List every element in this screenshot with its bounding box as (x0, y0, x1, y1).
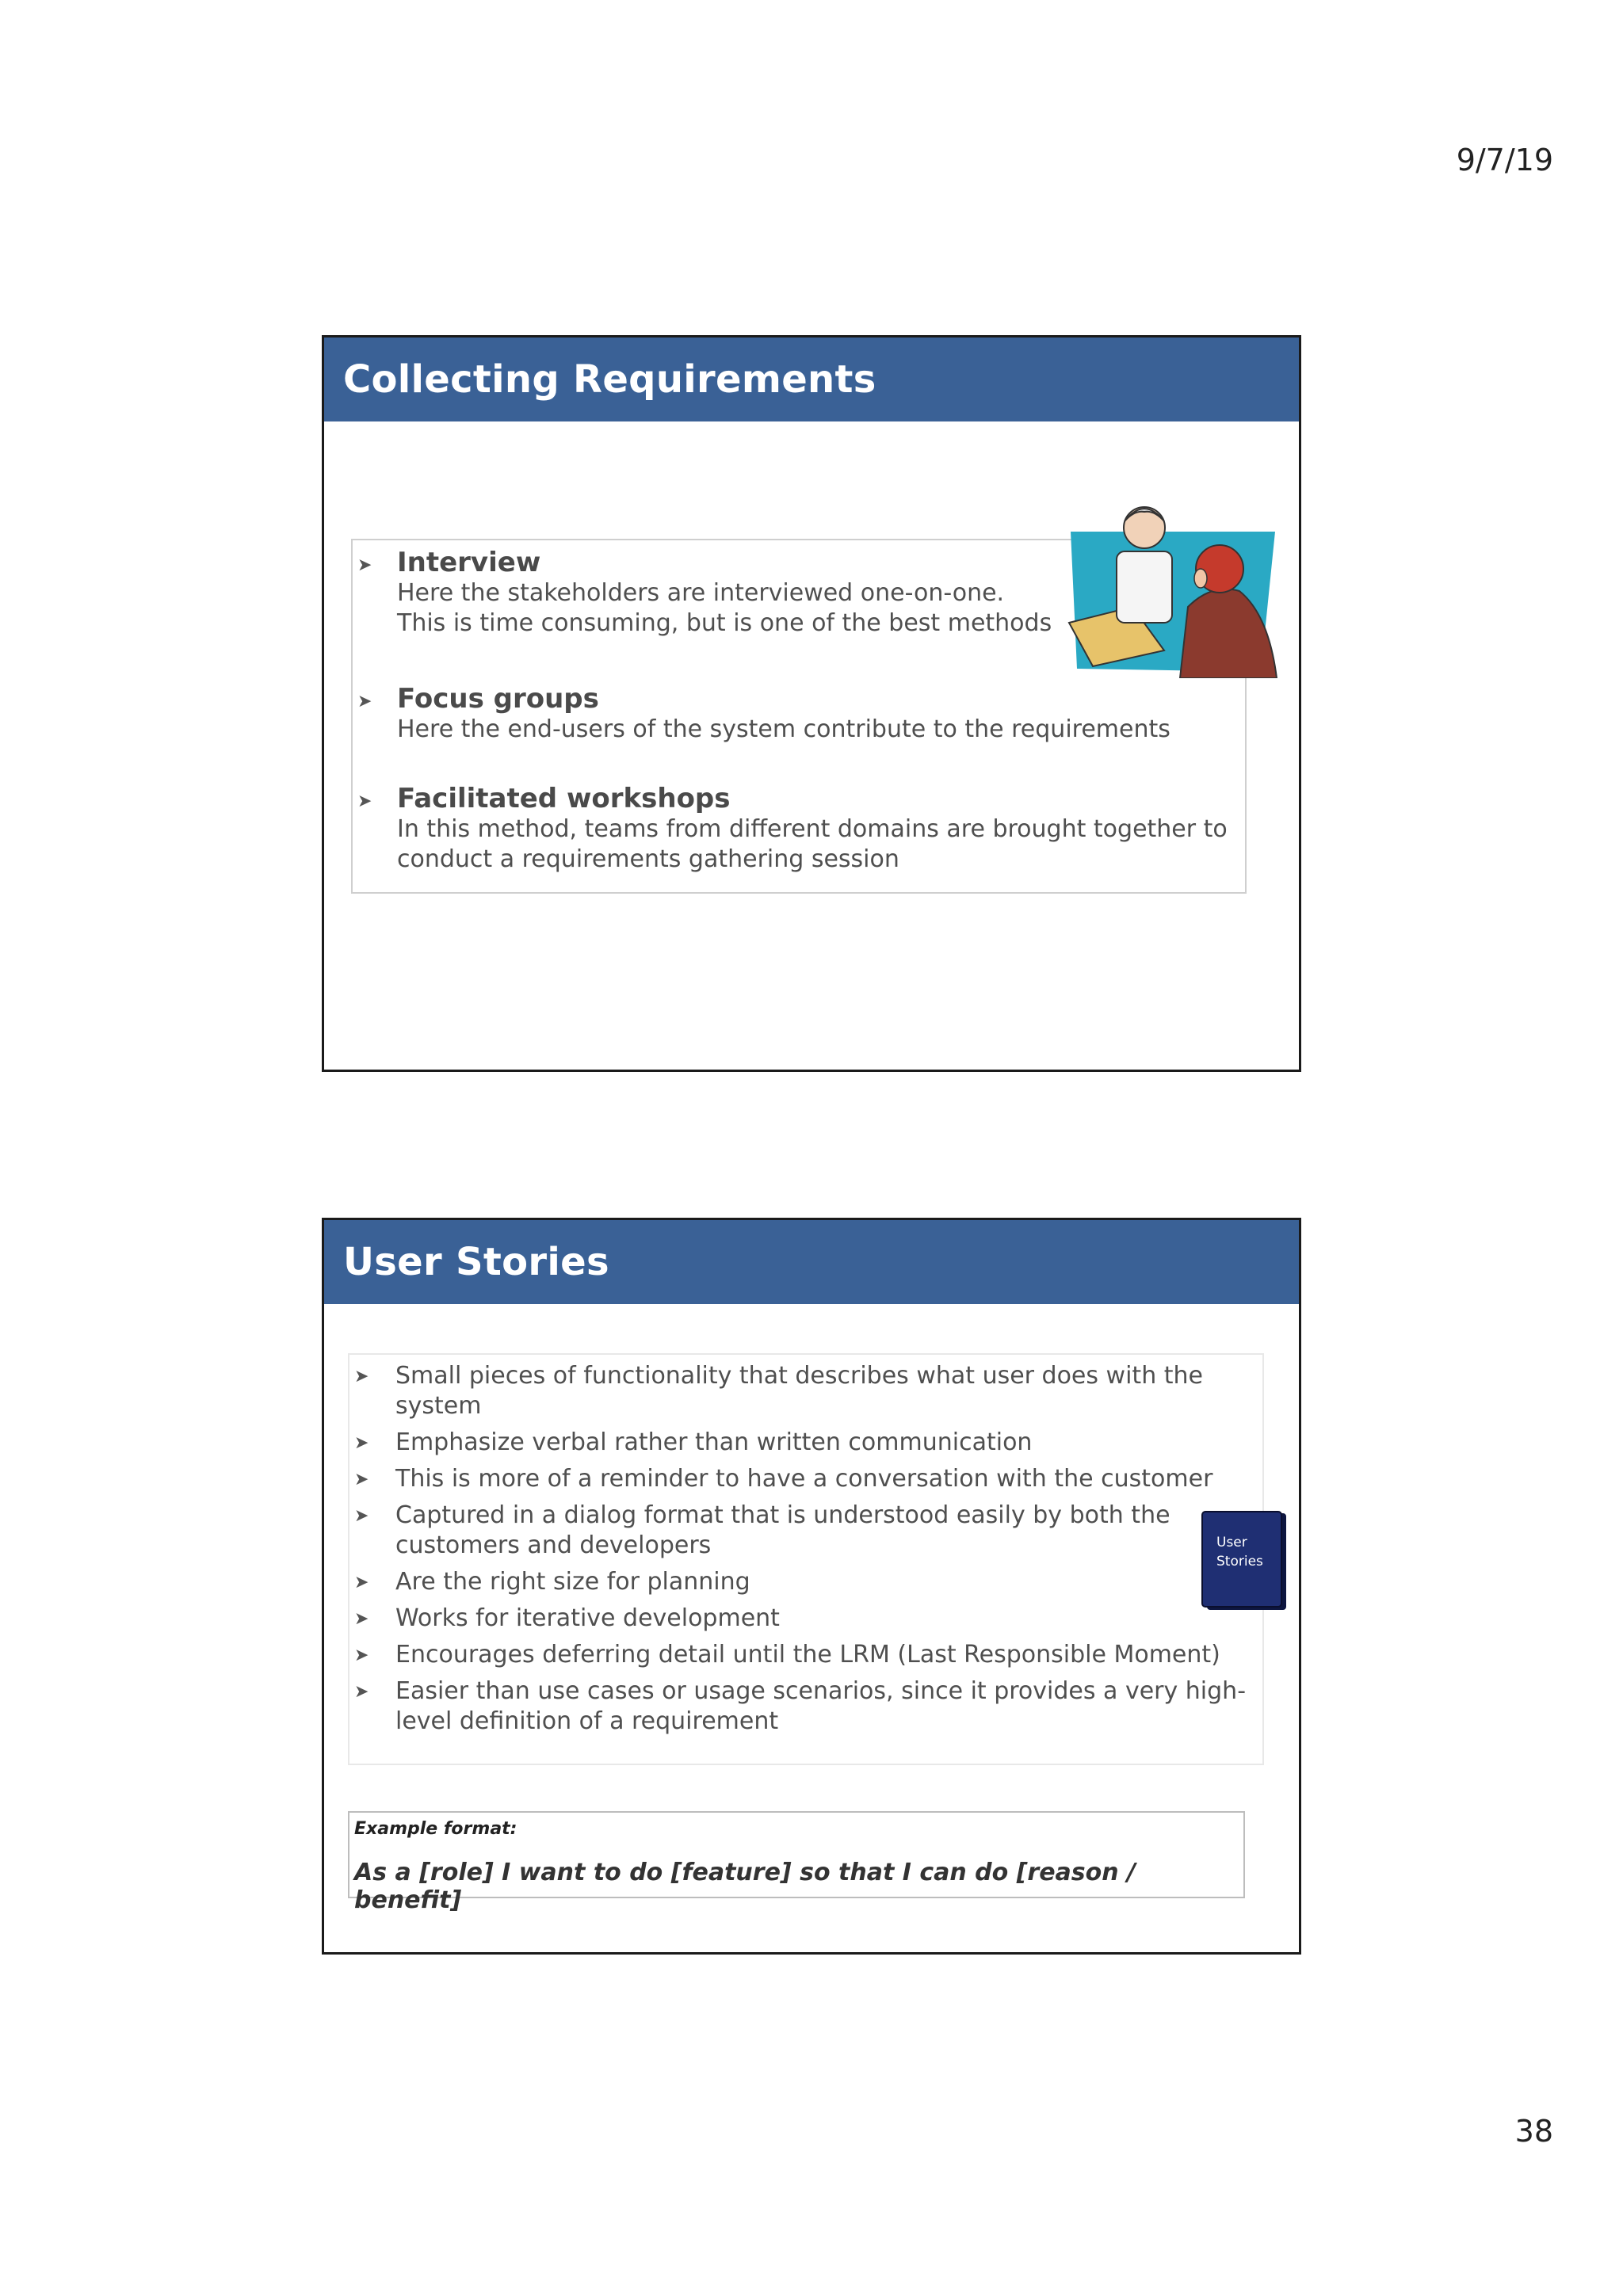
item-desc: In this method, teams from different domains are brought together to (397, 815, 1228, 843)
item-text: system (395, 1392, 482, 1420)
list-item (349, 1567, 1262, 1597)
arrow-bullet-icon: ➤ (357, 555, 372, 574)
arrow-bullet-icon: ➤ (354, 1572, 369, 1592)
item-text: Captured in a dialog format that is understood easily by both the (395, 1501, 1170, 1529)
list-item (349, 1604, 1262, 1634)
item-text: level definition of a requirement (395, 1707, 779, 1735)
list-item (349, 1464, 1262, 1494)
arrow-bullet-icon: ➤ (354, 1432, 369, 1452)
arrow-bullet-icon: ➤ (354, 1645, 369, 1665)
arrow-bullet-icon: ➤ (354, 1505, 369, 1525)
item-text: Easier than use cases or usage scenarios, since it provides a very high- (395, 1677, 1247, 1705)
slide-header (324, 338, 1299, 421)
arrow-bullet-icon: ➤ (354, 1366, 369, 1386)
arrow-bullet-icon: ➤ (354, 1681, 369, 1701)
list-item (349, 1361, 1262, 1421)
user-stories-book-icon (1199, 1510, 1289, 1613)
example-label: Example format: (354, 1819, 517, 1839)
list-item (349, 1501, 1262, 1561)
item-desc: Here the end-users of the system contribute to the requirements (397, 715, 1170, 743)
slide-title: User Stories (343, 1240, 609, 1284)
interview-illustration-icon (1061, 496, 1283, 678)
slide-header (324, 1220, 1299, 1304)
arrow-bullet-icon: ➤ (354, 1608, 369, 1628)
slide-title: Collecting Requirements (343, 357, 876, 402)
item-desc: This is time consuming, but is one of the best methods (397, 609, 1052, 637)
item-desc: Here the stakeholders are interviewed one-on-one. (397, 579, 1005, 607)
item-desc: conduct a requirements gathering session (397, 845, 899, 873)
list-item (349, 1640, 1262, 1670)
item-title: Facilitated workshops (397, 783, 731, 814)
arrow-bullet-icon: ➤ (354, 1469, 369, 1489)
item-text: Are the right size for planning (395, 1568, 750, 1596)
item-text: Works for iterative development (395, 1604, 780, 1632)
item-text: customers and developers (395, 1531, 712, 1559)
book-label: User (1216, 1535, 1247, 1550)
page-number: 38 (1514, 2114, 1553, 2149)
page-date: 9/7/19 (1456, 143, 1553, 177)
slide-collecting-requirements (322, 335, 1301, 1072)
list-item (353, 783, 1245, 875)
arrow-bullet-icon: ➤ (357, 691, 372, 711)
arrow-bullet-icon: ➤ (357, 791, 372, 810)
item-title: Interview (397, 547, 541, 578)
item-text: This is more of a reminder to have a conversation with the customer (395, 1465, 1213, 1493)
item-title: Focus groups (397, 683, 599, 715)
item-text: Encourages deferring detail until the LRM (Last Responsible Moment) (395, 1641, 1220, 1669)
example-text: As a [role] I want to do [feature] so that I can do [reason / benefit] (354, 1859, 1136, 1914)
list-item (353, 683, 1245, 745)
list-item (349, 1676, 1262, 1737)
item-text: Small pieces of functionality that describes what user does with the (395, 1362, 1203, 1390)
user-stories-box (348, 1353, 1264, 1765)
item-text: Emphasize verbal rather than written communication (395, 1428, 1033, 1456)
book-label: Stories (1216, 1554, 1263, 1569)
slide-user-stories (322, 1218, 1301, 1955)
list-item (349, 1428, 1262, 1458)
example-format-box (348, 1811, 1245, 1914)
